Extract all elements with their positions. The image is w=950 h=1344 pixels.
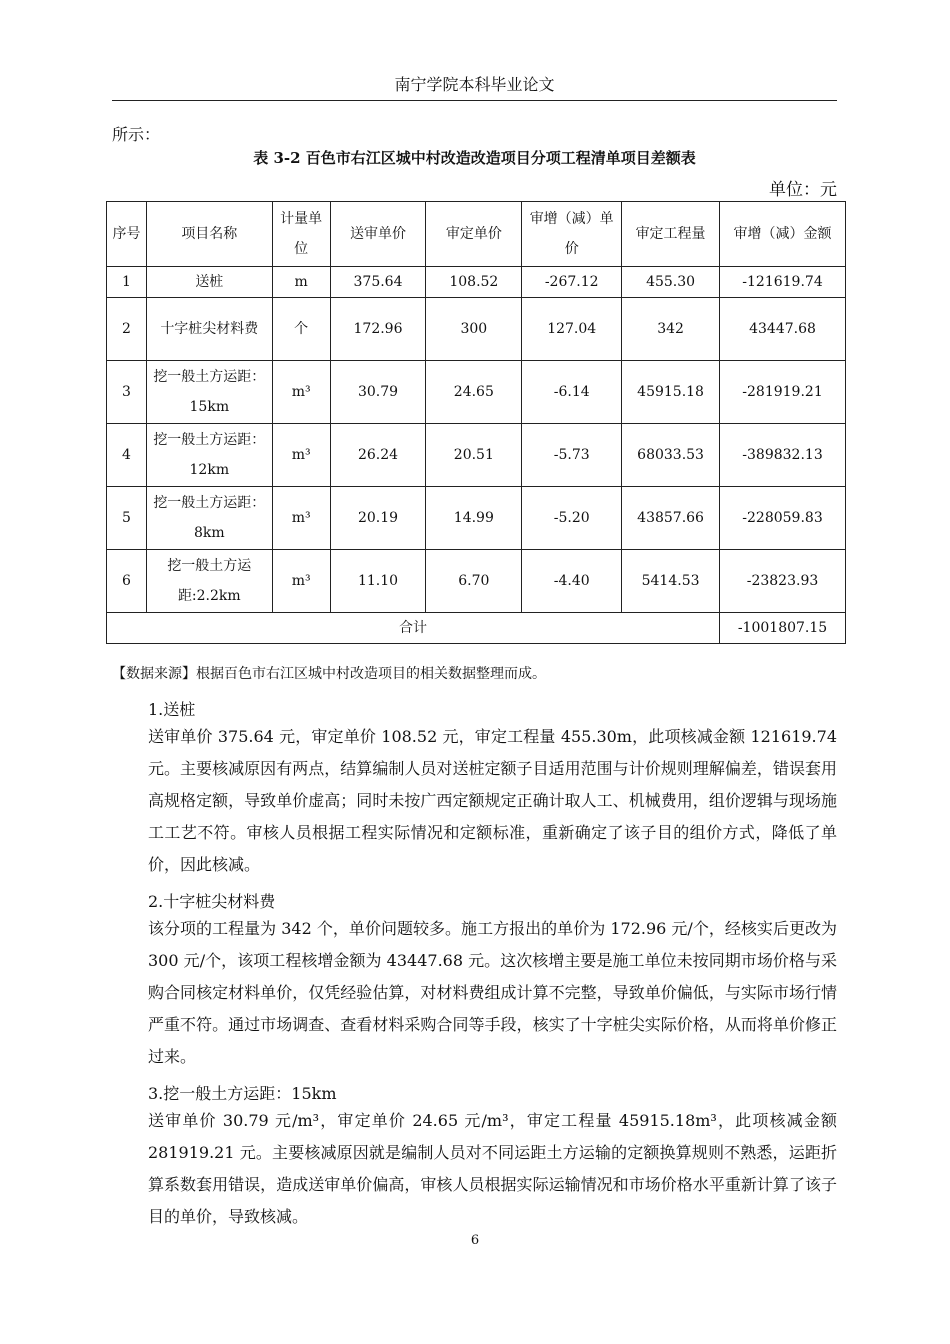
table-cell: 14.99 bbox=[426, 487, 522, 550]
header-rule bbox=[112, 100, 837, 101]
intro-text: 所示： bbox=[112, 125, 161, 144]
section-heading: 2.十字桩尖材料费 bbox=[148, 892, 276, 911]
table-cell: 375.64 bbox=[330, 267, 426, 298]
table-cell: 6.70 bbox=[426, 550, 522, 613]
table-cell: 43447.68 bbox=[720, 298, 846, 361]
table-cell: 1 bbox=[107, 267, 147, 298]
table-cell: 300 bbox=[426, 298, 522, 361]
table-cell: 20.51 bbox=[426, 424, 522, 487]
section-heading: 3.挖一般土方运距：15km bbox=[148, 1084, 337, 1103]
table-cell: 5 bbox=[107, 487, 147, 550]
table-row bbox=[107, 550, 846, 613]
table-cell: 24.65 bbox=[426, 361, 522, 424]
table-cell: 26.24 bbox=[330, 424, 426, 487]
running-header-title: 南宁学院本科毕业论文 bbox=[394, 75, 555, 94]
column-header: 审增（减）单价 bbox=[522, 202, 622, 267]
table-cell: 挖一般土方运距：15km bbox=[146, 361, 272, 424]
table-cell: 11.10 bbox=[330, 550, 426, 613]
table-cell: m³ bbox=[272, 487, 330, 550]
table-cell: -228059.83 bbox=[720, 487, 846, 550]
section-paragraph bbox=[112, 721, 837, 881]
table-cell: -281919.21 bbox=[720, 361, 846, 424]
column-header: 项目名称 bbox=[146, 202, 272, 267]
table-cell: -4.40 bbox=[522, 550, 622, 613]
variance-table bbox=[106, 201, 846, 644]
column-header: 计量单位 bbox=[272, 202, 330, 267]
table-cell: 108.52 bbox=[426, 267, 522, 298]
table-row bbox=[107, 361, 846, 424]
column-header: 送审单价 bbox=[330, 202, 426, 267]
section-paragraph bbox=[112, 913, 837, 1073]
column-header: 审定工程量 bbox=[622, 202, 720, 267]
column-header: 序号 bbox=[107, 202, 147, 267]
column-header: 审增（减）金额 bbox=[720, 202, 846, 267]
table-cell: m bbox=[272, 267, 330, 298]
table-cell: m³ bbox=[272, 550, 330, 613]
table-row bbox=[107, 298, 846, 361]
paragraph-text: 送审单价 30.79 元/m³，审定单价 24.65 元/m³，审定工程量 45915.18m³，此项核减金额 281919.21 元。主要核减原因就是编制人员对不同运距土方运输的定额换算规则不熟悉，运距折算系数套用错误，造成送审单价偏高，审核人员根据实际运输情况和市场价格水平重新计算了该子目的单价，导致核减。 bbox=[148, 1111, 837, 1226]
table-cell: m³ bbox=[272, 424, 330, 487]
table-cell: -267.12 bbox=[522, 267, 622, 298]
section-heading: 1.送桩 bbox=[148, 700, 196, 719]
paragraph-text: 该分项的工程量为 342 个，单价问题较多。施工方报出的单价为 172.96 元/个，经核实后更改为 300 元/个，该项工程核增金额为 43447.68 元。这次核增主要是施工单位未按同期市场价格与采购合同核定材料单价，仅凭经验估算，对材料费组成计算不完整，导致单价偏低，与实际市场行情严重不符。通过市场调查、查看材料采购合同等手段，核实了十字桩尖实际价格，从而将单价修正过来。 bbox=[148, 919, 837, 1066]
table-cell: 送桩 bbox=[146, 267, 272, 298]
total-value: -1001807.15 bbox=[720, 613, 846, 644]
table-cell: 172.96 bbox=[330, 298, 426, 361]
table-cell: 455.30 bbox=[622, 267, 720, 298]
table-row bbox=[107, 267, 846, 298]
table-row bbox=[107, 424, 846, 487]
table-cell: -5.20 bbox=[522, 487, 622, 550]
table-caption: 表 3-2 百色市右江区城中村改造改造项目分项工程清单项目差额表 bbox=[253, 149, 696, 167]
table-cell: 挖一般土方运距：12km bbox=[146, 424, 272, 487]
table-cell: 6 bbox=[107, 550, 147, 613]
unit-label: 单位：元 bbox=[769, 180, 837, 200]
table-cell: m³ bbox=[272, 361, 330, 424]
table-cell: 127.04 bbox=[522, 298, 622, 361]
paragraph-text: 送审单价 375.64 元，审定单价 108.52 元，审定工程量 455.30m，此项核减金额 121619.74 元。主要核减原因有两点，结算编制人员对送桩定额子目适用范围与计价规则理解偏差，错误套用高规格定额，导致单价虚高；同时未按广西定额规定正确计取人工、机械费用，组价逻辑与现场施工工艺不符。审核人员根据工程实际情况和定额标准，重新确定了该子目的组价方式，降低了单价，因此核减。 bbox=[148, 727, 837, 874]
table-cell: -121619.74 bbox=[720, 267, 846, 298]
table-header-row bbox=[107, 202, 846, 267]
table-cell: 68033.53 bbox=[622, 424, 720, 487]
table-cell: 30.79 bbox=[330, 361, 426, 424]
table-cell: 十字桩尖材料费 bbox=[146, 298, 272, 361]
total-label: 合计 bbox=[107, 613, 720, 644]
table-cell: 5414.53 bbox=[622, 550, 720, 613]
table-cell: 45915.18 bbox=[622, 361, 720, 424]
table-cell: 个 bbox=[272, 298, 330, 361]
section-paragraph bbox=[112, 1105, 837, 1233]
table-cell: -23823.93 bbox=[720, 550, 846, 613]
table-total-row bbox=[107, 613, 846, 644]
table-cell: 342 bbox=[622, 298, 720, 361]
table-cell: -5.73 bbox=[522, 424, 622, 487]
table-cell: 挖一般土方运距：8km bbox=[146, 487, 272, 550]
table-cell: 4 bbox=[107, 424, 147, 487]
table-row bbox=[107, 487, 846, 550]
table-cell: -6.14 bbox=[522, 361, 622, 424]
table-cell: 挖一般土方运距:2.2km bbox=[146, 550, 272, 613]
table-cell: -389832.13 bbox=[720, 424, 846, 487]
source-note: 【数据来源】根据百色市右江区城中村改造项目的相关数据整理而成。 bbox=[112, 666, 546, 682]
table-cell: 43857.66 bbox=[622, 487, 720, 550]
table-cell: 20.19 bbox=[330, 487, 426, 550]
table-cell: 3 bbox=[107, 361, 147, 424]
column-header: 审定单价 bbox=[426, 202, 522, 267]
table-cell: 2 bbox=[107, 298, 147, 361]
page-number: 6 bbox=[470, 1233, 480, 1248]
